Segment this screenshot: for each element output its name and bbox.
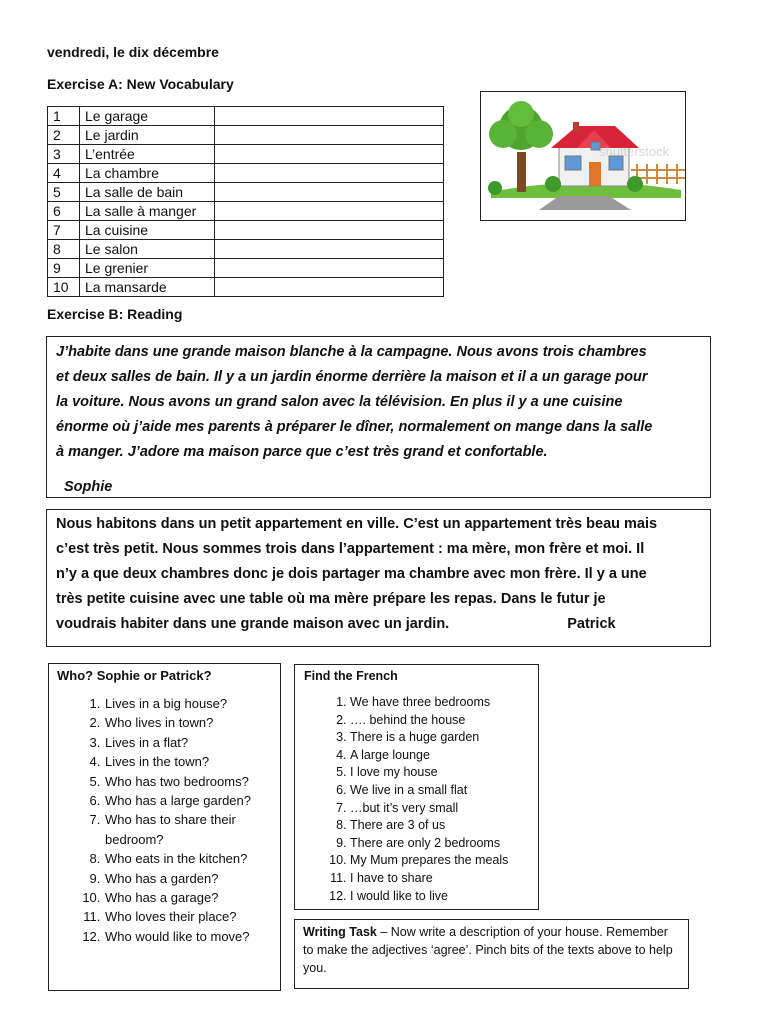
- vocab-word: Le grenier: [80, 259, 215, 278]
- sophie-text-box: [46, 336, 711, 498]
- vocab-number: 10: [48, 278, 80, 297]
- vocab-answer-cell[interactable]: [215, 164, 444, 183]
- find-french-list: [295, 694, 538, 905]
- who-question-item: 10. Who has a garage?: [104, 888, 280, 907]
- who-question-item: 2. Who lives in town?: [104, 713, 280, 732]
- vocab-word: Le garage: [80, 107, 215, 126]
- exercise-a-title: Exercise A: New Vocabulary: [47, 76, 234, 92]
- who-question-item: 4. Lives in the town?: [104, 752, 280, 771]
- vocab-row: [48, 278, 444, 297]
- who-question-item: 7. Who has to share their bedroom?: [104, 810, 280, 849]
- find-french-title: Find the French: [304, 669, 398, 683]
- sophie-line: à manger. J’adore ma maison parce que c’est très grand et confortable.: [56, 444, 548, 460]
- who-question-box: [48, 663, 281, 991]
- vocab-number: 2: [48, 126, 80, 145]
- find-french-item: 1. We have three bedrooms: [350, 694, 538, 712]
- vocab-word: La salle à manger: [80, 202, 215, 221]
- vocab-row: [48, 202, 444, 221]
- find-french-item: 7. …but it’s very small: [350, 800, 538, 818]
- vocabulary-table: [47, 106, 444, 297]
- vocab-answer-cell[interactable]: [215, 259, 444, 278]
- vocab-answer-cell[interactable]: [215, 221, 444, 240]
- vocab-number: 9: [48, 259, 80, 278]
- vocab-answer-cell[interactable]: [215, 145, 444, 164]
- sophie-line: la voiture. Nous avons un grand salon avec la télévision. En plus il y a une cuisine: [56, 394, 623, 410]
- house-illustration-icon: [481, 92, 685, 220]
- who-question-item: 11. Who loves their place?: [104, 907, 280, 926]
- find-french-item: 3. There is a huge garden: [350, 729, 538, 747]
- vocab-answer-cell[interactable]: [215, 202, 444, 221]
- vocab-number: 6: [48, 202, 80, 221]
- vocab-row: [48, 164, 444, 183]
- vocab-row: [48, 183, 444, 202]
- find-french-item: 4. A large lounge: [350, 747, 538, 765]
- find-french-item: 8. There are 3 of us: [350, 817, 538, 835]
- vocab-row: [48, 107, 444, 126]
- vocab-answer-cell[interactable]: [215, 126, 444, 145]
- find-french-item: 12. I would like to live: [350, 888, 538, 906]
- vocab-word: Le salon: [80, 240, 215, 259]
- patrick-line: n’y a que deux chambres donc je dois partager ma chambre avec mon frère. Il y a une: [56, 566, 647, 582]
- vocab-word: La mansarde: [80, 278, 215, 297]
- vocab-answer-cell[interactable]: [215, 240, 444, 259]
- sophie-line: J’habite dans une grande maison blanche à la campagne. Nous avons trois chambres: [56, 344, 647, 360]
- vocab-answer-cell[interactable]: [215, 107, 444, 126]
- vocab-word: La chambre: [80, 164, 215, 183]
- find-french-item: 9. There are only 2 bedrooms: [350, 835, 538, 853]
- vocab-row: [48, 240, 444, 259]
- vocab-word: Le jardin: [80, 126, 215, 145]
- who-question-item: 8. Who eats in the kitchen?: [104, 849, 280, 868]
- writing-task-box: [294, 919, 689, 989]
- who-title: Who? Sophie or Patrick?: [57, 668, 212, 683]
- vocab-number: 8: [48, 240, 80, 259]
- sophie-line: et deux salles de bain. Il y a un jardin énorme derrière la maison et il a un garage pour: [56, 369, 648, 385]
- sophie-line: énorme où j’aide mes parents à préparer le dîner, normalement on mange dans la salle: [56, 419, 653, 435]
- vocab-number: 3: [48, 145, 80, 164]
- find-french-item: 11. I have to share: [350, 870, 538, 888]
- house-picture: [480, 91, 686, 221]
- vocab-number: 4: [48, 164, 80, 183]
- patrick-line: très petite cuisine avec une table où ma mère prépare les repas. Dans le futur je: [56, 591, 606, 607]
- writing-task-text: – Now write a description of your house. Remember to make the adjectives ‘agree’. Pinch bits of the texts above to help you.: [303, 925, 673, 975]
- vocab-row: [48, 126, 444, 145]
- vocab-word: La cuisine: [80, 221, 215, 240]
- who-question-item: 3. Lives in a flat?: [104, 733, 280, 752]
- vocab-row: [48, 145, 444, 164]
- vocab-answer-cell[interactable]: [215, 278, 444, 297]
- who-list: [49, 694, 280, 946]
- find-french-box: [294, 664, 539, 910]
- watermark-text: shutterstock: [599, 144, 670, 159]
- who-question-item: 5. Who has two bedrooms?: [104, 772, 280, 791]
- vocab-number: 1: [48, 107, 80, 126]
- who-question-item: 1. Lives in a big house?: [104, 694, 280, 713]
- who-question-item: 9. Who has a garden?: [104, 869, 280, 888]
- sophie-signature: Sophie: [64, 479, 113, 495]
- who-question-item: 12. Who would like to move?: [104, 927, 280, 946]
- patrick-line: voudrais habiter dans une grande maison avec un jardin.: [56, 616, 450, 632]
- vocab-word: L’entrée: [80, 145, 215, 164]
- vocab-row: [48, 259, 444, 278]
- find-french-item: 10. My Mum prepares the meals: [350, 852, 538, 870]
- who-question-item: 6. Who has a large garden?: [104, 791, 280, 810]
- patrick-last-line: [56, 612, 700, 637]
- vocab-word: La salle de bain: [80, 183, 215, 202]
- writing-task-label: Writing Task: [303, 925, 377, 939]
- date-heading: vendredi, le dix décembre: [47, 44, 219, 60]
- exercise-b-title: Exercise B: Reading: [47, 306, 183, 322]
- vocab-row: [48, 221, 444, 240]
- find-french-item: 6. We live in a small flat: [350, 782, 538, 800]
- patrick-line: c’est très petit. Nous sommes trois dans l’appartement : ma mère, mon frère et moi. Il: [56, 541, 645, 557]
- vocab-number: 5: [48, 183, 80, 202]
- patrick-line: Nous habitons dans un petit appartement en ville. C’est un appartement très beau mais: [56, 516, 658, 532]
- vocab-number: 7: [48, 221, 80, 240]
- vocab-answer-cell[interactable]: [215, 183, 444, 202]
- patrick-text-box: [46, 509, 711, 647]
- find-french-item: 5. I love my house: [350, 764, 538, 782]
- patrick-signature: Patrick: [567, 616, 616, 632]
- find-french-item: 2. …. behind the house: [350, 712, 538, 730]
